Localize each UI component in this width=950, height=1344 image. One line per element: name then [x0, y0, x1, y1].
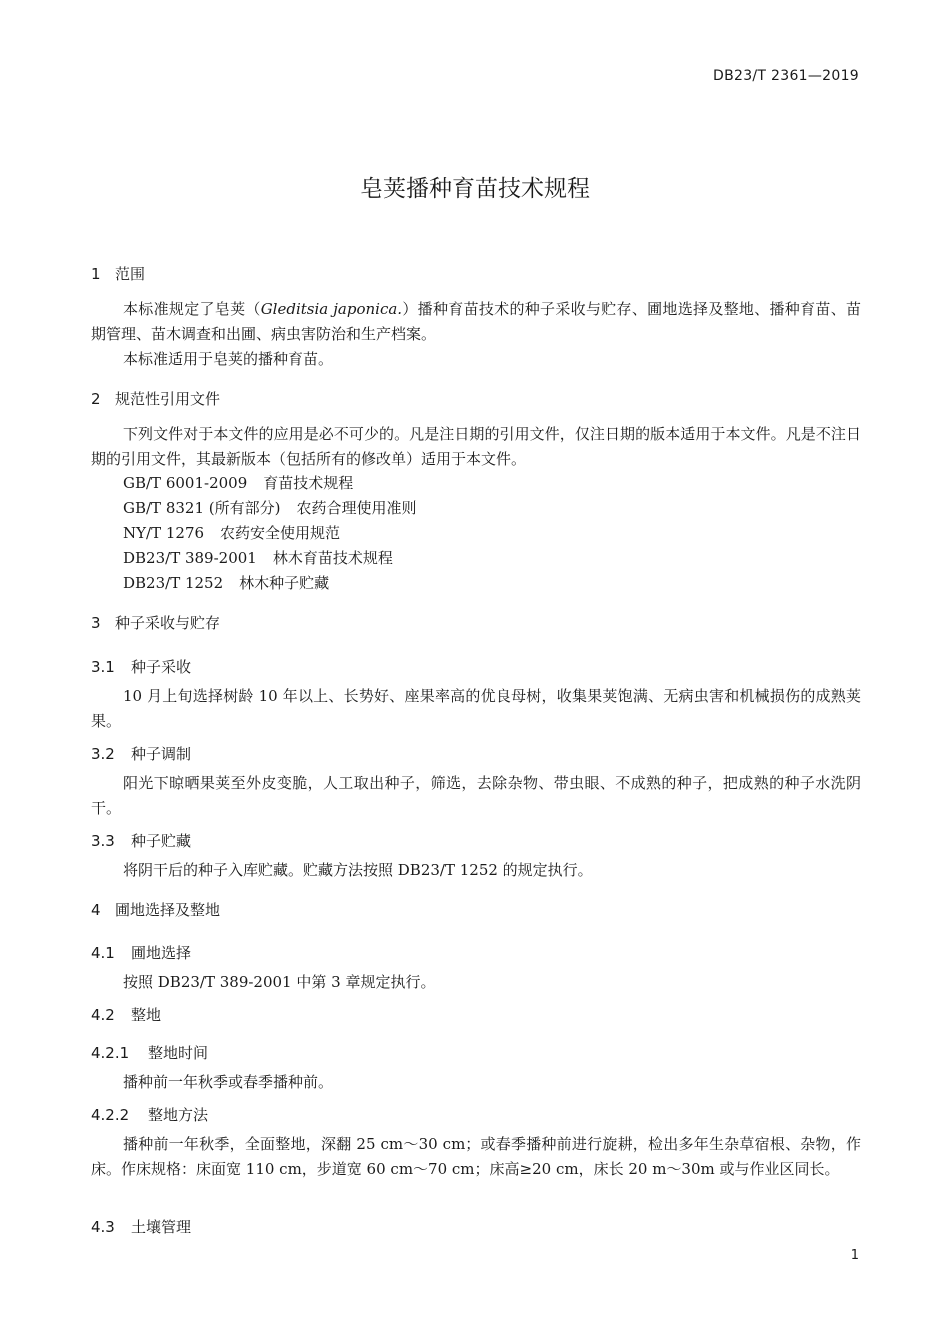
section-number: 1: [91, 265, 101, 283]
subsection-4-2-2-heading: [91, 1104, 208, 1125]
section-number: 4.2: [91, 1006, 115, 1024]
section-title: 圃地选择: [131, 944, 192, 962]
section-title: 种子贮藏: [131, 832, 192, 850]
subsection-4-2-heading: [91, 1004, 161, 1025]
section-number: 2: [91, 390, 101, 408]
subsection-4-1-heading: [91, 942, 191, 963]
subsection-4-2-2-paragraph: 播种前一年秋季，全面整地，深翻 25 cm～30 cm；或春季播种前进行旋耕，检出多年生杂草宿根、杂物，作床。作床规格：床面宽 110 cm，步道宽 60 cm～70 cm；床高≥20 cm，床长 20 m～30m 或与作业区同长。: [91, 1135, 861, 1178]
text-run: ）播种育苗技术的种子采收与贮存、圃地选择及整地、播种育苗、苗期管理、苗木调查和出圃、病虫害防治和生产档案。: [91, 300, 861, 343]
document-title: 皂荚播种育苗技术规程: [360, 176, 590, 202]
section-title: 范围: [115, 265, 146, 283]
reference-code: DB23/T 1252: [123, 574, 224, 592]
section-2-paragraph-1: 下列文件对于本文件的应用是必不可少的。凡是注日期的引用文件，仅注日期的版本适用于本文件。凡是不注日期的引用文件，其最新版本（包括所有的修改单）适用于本文件。: [91, 425, 861, 468]
subsection-4-2-1-paragraph: 播种前一年秋季或春季播种前。: [123, 1073, 334, 1091]
subsection-3-3-paragraph: 将阴干后的种子入库贮藏。贮藏方法按照 DB23/T 1252 的规定执行。: [123, 861, 593, 879]
section-title: 种子调制: [131, 745, 192, 763]
section-number: 4: [91, 901, 101, 919]
reference-name: 林木种子贮藏: [239, 574, 330, 592]
reference-name: 育苗技术规程: [263, 474, 354, 492]
subsection-4-1-paragraph: 按照 DB23/T 389-2001 中第 3 章规定执行。: [123, 973, 436, 991]
section-title: 种子采收: [131, 658, 192, 676]
section-number: 4.1: [91, 944, 115, 962]
reference-name: 农药合理使用准则: [296, 499, 417, 517]
reference-code: NY/T 1276: [123, 524, 205, 542]
reference-item: [123, 522, 340, 543]
reference-name: 农药安全使用规范: [220, 524, 341, 542]
text-run: 本标准规定了皂荚（: [123, 300, 261, 318]
subsection-3-1-heading: [91, 656, 191, 677]
subsection-3-1-paragraph: 10 月上旬选择树龄 10 年以上、长势好、座果率高的优良母树，收集果荚饱满、无病虫害和机械损伤的成熟荚果。: [91, 687, 861, 730]
subsection-4-2-1-heading: [91, 1042, 208, 1063]
reference-item: [123, 547, 393, 568]
section-title: 整地时间: [148, 1044, 209, 1062]
section-1-heading: [91, 263, 145, 284]
subsection-3-2-heading: [91, 743, 191, 764]
section-3-heading: [91, 612, 220, 633]
subsection-4-3-heading: [91, 1216, 191, 1237]
section-title: 种子采收与贮存: [115, 614, 221, 632]
reference-code: GB/T 6001-2009: [123, 474, 248, 492]
section-1-paragraph-1: [91, 297, 861, 347]
page-number: 1: [850, 1248, 859, 1263]
reference-name: 林木育苗技术规程: [272, 549, 393, 567]
section-number: 3.2: [91, 745, 115, 763]
subsection-3-3-heading: [91, 830, 191, 851]
subsection-3-2-paragraph: 阳光下晾晒果荚至外皮变脆，人工取出种子，筛选，去除杂物、带虫眼、不成熟的种子，把成熟的种子水洗阴干。: [91, 774, 861, 817]
latin-name: Gleditsia japonica.: [260, 300, 403, 318]
reference-code: DB23/T 389-2001: [123, 549, 257, 567]
section-number: 3.1: [91, 658, 115, 676]
reference-item: [123, 497, 417, 518]
section-number: 4.2.2: [91, 1106, 130, 1124]
section-number: 3.3: [91, 832, 115, 850]
reference-code: GB/T 8321 (所有部分): [123, 499, 281, 517]
section-title: 整地方法: [148, 1106, 209, 1124]
section-title: 土壤管理: [131, 1218, 192, 1236]
section-number: 4.2.1: [91, 1044, 130, 1062]
reference-item: [123, 472, 353, 493]
section-number: 3: [91, 614, 101, 632]
section-title: 圃地选择及整地: [115, 901, 221, 919]
section-2-heading: [91, 388, 220, 409]
standard-code: DB23/T 2361—2019: [713, 68, 859, 84]
section-title: 规范性引用文件: [115, 390, 221, 408]
reference-item: [123, 572, 329, 593]
section-4-heading: [91, 899, 220, 920]
section-number: 4.3: [91, 1218, 115, 1236]
section-title: 整地: [131, 1006, 162, 1024]
section-1-paragraph-2: 本标准适用于皂荚的播种育苗。: [123, 350, 334, 368]
